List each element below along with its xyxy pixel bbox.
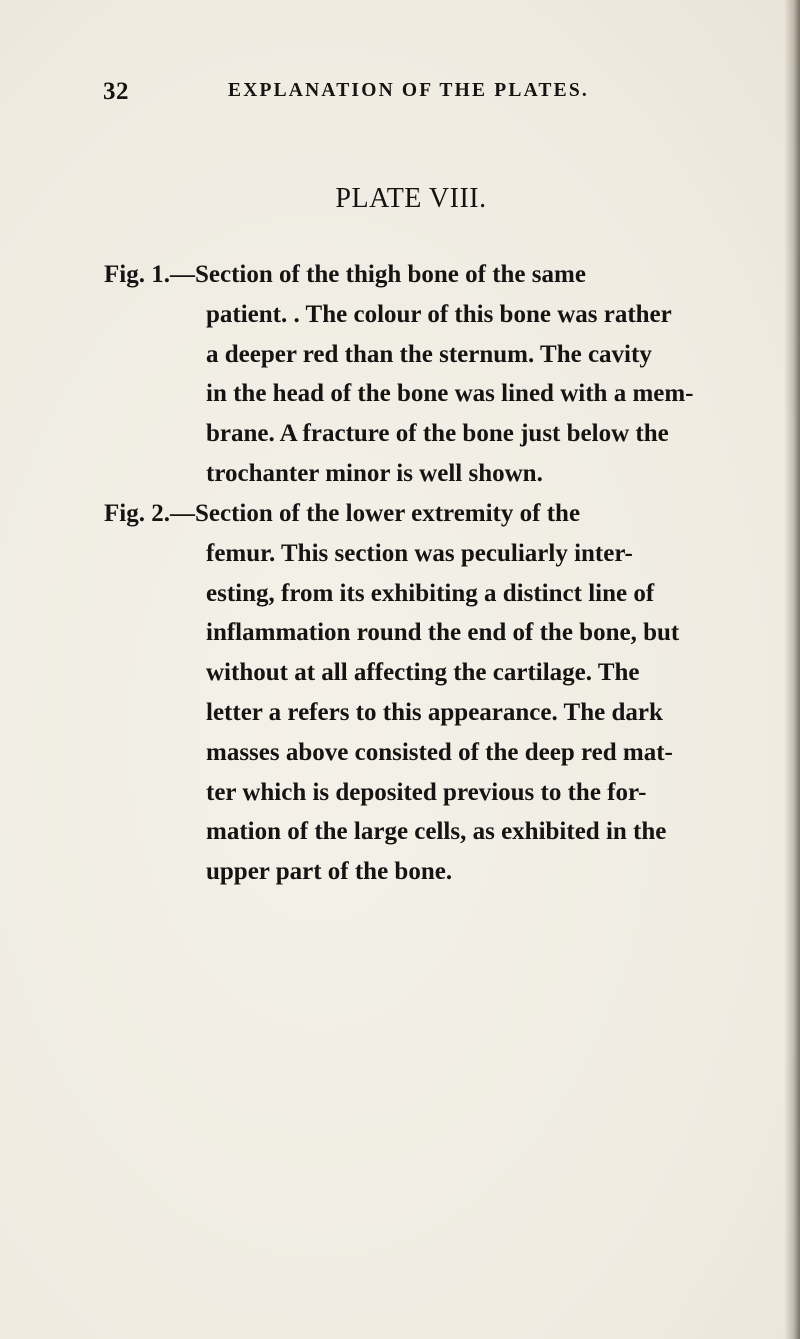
caption-line: Fig. 1.—Section of the thigh bone of the same	[104, 261, 586, 288]
caption-line: Fig. 2.—Section of the lower extremity of the	[104, 500, 581, 527]
caption-line: without at all affecting the cartilage. The	[206, 659, 640, 687]
plate-title: PLATE VIII.	[335, 183, 487, 214]
running-head: EXPLANATION OF THE PLATES.	[228, 80, 589, 101]
caption-line: brane. A fracture of the bone just below the	[206, 420, 669, 448]
page-header	[103, 78, 623, 112]
caption-line: upper part of the bone.	[206, 858, 453, 886]
caption-line: mation of the large cells, as exhibited in the	[206, 818, 667, 846]
caption-line: trochanter minor is well shown.	[206, 460, 543, 487]
caption-line: in the head of the bone was lined with a mem-	[206, 380, 694, 408]
caption-line: patient. . The colour of this bone was rather	[206, 300, 672, 328]
caption-line: a deeper red than the sternum. The cavity	[206, 340, 652, 368]
caption-line: esting, from its exhibiting a distinct line of	[206, 579, 655, 607]
page-edge-shadow	[784, 0, 800, 1339]
page-number: 32	[103, 78, 129, 105]
caption-line: ter which is deposited previous to the for-	[206, 778, 647, 806]
caption-line: femur. This section was peculiarly inter-	[206, 539, 633, 567]
caption-line: inflammation round the end of the bone, but	[206, 619, 680, 647]
caption-line: masses above consisted of the deep red mat-	[206, 738, 673, 766]
caption-line: letter a refers to this appearance. The dark	[206, 699, 663, 726]
